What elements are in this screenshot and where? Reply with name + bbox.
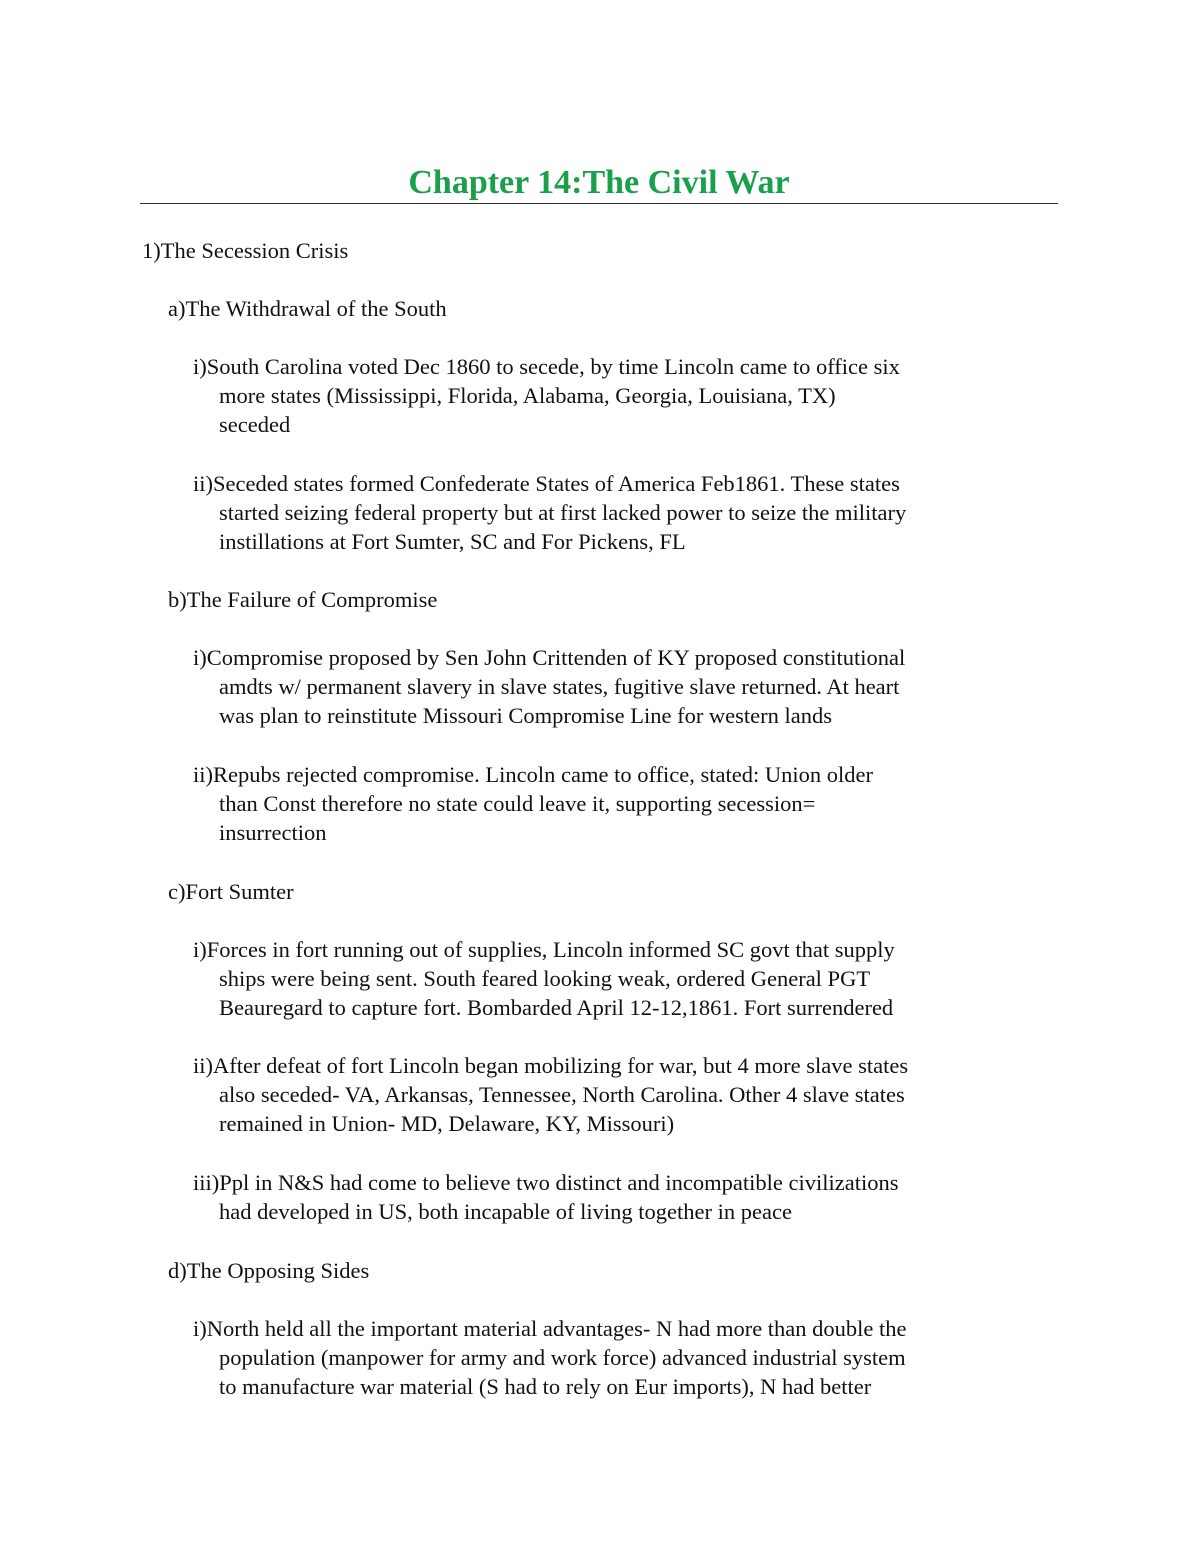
point-line: Beauregard to capture fort. Bombarded April 12-12,1861. Fort surrendered [219, 995, 894, 1020]
title-divider [140, 203, 1058, 204]
point-line: i)North held all the important material advantages- N had more than double the [193, 1316, 907, 1341]
point-line: population (manpower for army and work force) advanced industrial system [219, 1345, 906, 1370]
point-line: i)Compromise proposed by Sen John Crittenden of KY proposed constitutional [193, 645, 906, 670]
point-line: was plan to reinstitute Missouri Compromise Line for western lands [219, 703, 833, 728]
point-line: ii)Repubs rejected compromise. Lincoln came to office, stated: Union older [193, 762, 873, 787]
point-line: remained in Union- MD, Delaware, KY, Missouri) [219, 1111, 675, 1136]
section-heading: 1)The Secession Crisis [142, 238, 349, 263]
point-line: ii)Seceded states formed Confederate States of America Feb1861. These states [193, 471, 900, 496]
point-line: instillations at Fort Sumter, SC and For Pickens, FL [219, 529, 686, 554]
outline-point [193, 1314, 907, 1401]
outline-point [193, 935, 895, 1022]
point-line: ii)After defeat of fort Lincoln began mobilizing for war, but 4 more slave states [193, 1053, 909, 1078]
page-title: Chapter 14:The Civil War [408, 164, 790, 201]
point-line: ships were being sent. South feared looking weak, ordered General PGT [219, 966, 871, 991]
point-line: amdts w/ permanent slavery in slave states, fugitive slave returned. At heart [219, 674, 900, 699]
outline-point [193, 1051, 908, 1138]
point-line: iii)Ppl in N&S had come to believe two distinct and incompatible civilizations [193, 1170, 899, 1195]
point-line: more states (Mississippi, Florida, Alabama, Georgia, Louisiana, TX) [219, 383, 836, 408]
point-line: seceded [219, 412, 291, 437]
outline-point [193, 1168, 899, 1226]
subsection-heading: c)Fort Sumter [168, 879, 294, 904]
point-line: insurrection [219, 820, 327, 845]
point-line: i)Forces in fort running out of supplies, Lincoln informed SC govt that supply [193, 937, 895, 962]
outline-point [193, 469, 906, 556]
point-line: had developed in US, both incapable of living together in peace [219, 1199, 792, 1224]
outline-point [193, 352, 900, 439]
point-line: started seizing federal property but at first lacked power to seize the military [219, 500, 907, 525]
subsection-heading: b)The Failure of Compromise [168, 587, 438, 612]
point-line: i)South Carolina voted Dec 1860 to secede, by time Lincoln came to office six [193, 354, 900, 379]
outline-point [193, 760, 873, 847]
subsection-heading: a)The Withdrawal of the South [168, 296, 447, 321]
outline-point [193, 643, 905, 730]
subsection-heading: d)The Opposing Sides [168, 1258, 370, 1283]
point-line: to manufacture war material (S had to rely on Eur imports), N had better [219, 1374, 872, 1399]
point-line: also seceded- VA, Arkansas, Tennessee, North Carolina. Other 4 slave states [219, 1082, 905, 1107]
point-line: than Const therefore no state could leave it, supporting secession= [219, 791, 816, 816]
